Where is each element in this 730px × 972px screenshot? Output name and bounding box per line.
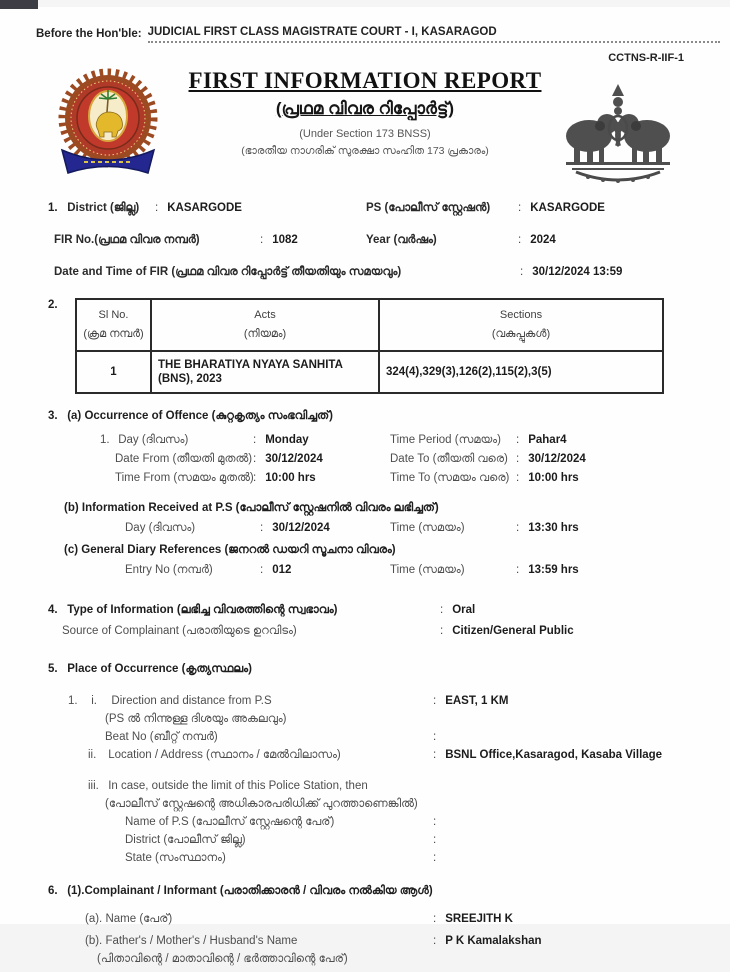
received-time-value: : 13:30 hrs — [516, 522, 579, 534]
header-sl-ml: (ക്രമ നമ്പർ) — [83, 328, 144, 340]
date-from-label: Date From (തീയതി മുതൽ) — [115, 453, 253, 465]
fir-no-label: FIR No.(പ്രഥമ വിവര നമ്പർ) — [54, 234, 200, 246]
court-name: JUDICIAL FIRST CLASS MAGISTRATE COURT - I, KASARAGOD — [147, 26, 497, 38]
beat-no-label: Beat No (ബീറ്റ് നമ്പർ) — [105, 731, 218, 743]
outside-district-label: District (പോലീസ് ജില്ല) — [125, 834, 246, 846]
fir-no-value: : 1082 — [260, 234, 298, 246]
beat-no-value — [433, 731, 445, 743]
masthead — [0, 66, 730, 190]
fir-datetime-label: Date and Time of FIR (പ്രഥമ വിവര റിപ്പോർട്ട് തീയതിയും സമയവും) — [54, 266, 402, 278]
header-sections-ml: (വകുപ്പുകൾ) — [491, 328, 551, 340]
complainant-title: (1).Complainant / Informant (പരാതിക്കാരൻ / വിവരം നൽകിയ ആൾ) — [67, 885, 433, 897]
gd-time-label: Time (സമയം) — [390, 564, 465, 576]
time-from-value: : 10:00 hrs — [253, 472, 316, 484]
day-item-number: 1. — [100, 434, 110, 446]
time-to-label: Time To (സമയം വരെ) — [390, 472, 510, 484]
location-value: : BSNL Office,Kasaragod, Kasaba Village — [433, 749, 662, 761]
header-acts — [151, 299, 379, 351]
date-from-value: : 30/12/2024 — [253, 453, 323, 465]
header-acts-en: Acts — [254, 309, 276, 322]
complainant-name-label: (a). Name (പേര്) — [85, 913, 173, 925]
gd-time-value: : 13:59 hrs — [516, 564, 579, 576]
item-number: 1. — [68, 695, 78, 707]
info-received-title: (b) Information Received at P.S (പോലീസ് സ്റ്റേഷനിൽ വിവരം ലഭിച്ചത്) — [64, 502, 439, 514]
type-of-information-label: Type of Information (ലഭിച്ച വിവരത്തിന്റെ സ്വഭാവം) — [67, 604, 338, 616]
header-acts-ml: (നിയമം) — [243, 328, 287, 340]
form-code: CCTNS-R-IIF-1 — [608, 52, 684, 64]
under-section-line: (Under Section 173 BNSS) — [299, 128, 431, 140]
header-sl-no — [76, 299, 151, 351]
outside-state-label: State (സംസ്ഥാനം) — [125, 852, 226, 864]
received-day-value: : 30/12/2024 — [260, 522, 330, 534]
acts-sections-table — [75, 298, 664, 394]
date-to-value: : 30/12/2024 — [516, 453, 586, 465]
section-basic-details — [0, 202, 730, 281]
occurrence-title: (a) Occurrence of Offence (കുറ്റകൃത്യം സംഭവിച്ചത്) — [67, 410, 333, 422]
cell-act: THE BHARATIYA NYAYA SANHITA (BNS), 2023 — [151, 351, 379, 393]
section6-number: 6. — [48, 885, 58, 897]
time-from-label: Time From (സമയം മുതൽ) — [115, 472, 254, 484]
sub-item-iii: iii. — [88, 780, 99, 792]
day-value: : Monday — [253, 434, 309, 446]
kerala-government-emblem-icon — [554, 80, 682, 186]
table-row — [76, 351, 663, 393]
section-complainant — [0, 885, 730, 972]
section-type-of-information — [0, 604, 730, 646]
header-sections-en: Sections — [499, 309, 543, 322]
district-value: : KASARGODE — [155, 202, 242, 214]
cell-sl-no: 1 — [76, 351, 151, 393]
place-of-occurrence-title: Place of Occurrence (കൃത്യസ്ഥലം) — [67, 663, 252, 675]
sub-item-ii: ii. — [88, 749, 97, 761]
type-of-information-value: : Oral — [440, 604, 475, 616]
section4-number: 4. — [48, 604, 58, 616]
section-occurrence — [0, 410, 730, 583]
table-header-row — [76, 299, 663, 351]
before-honble-line — [36, 26, 720, 43]
time-period-label: Time Period (സമയം) — [390, 434, 501, 446]
sub-item-i: i. — [91, 695, 97, 707]
outside-ps-name-label: Name of P.S (പോലീസ് സ്റ്റേഷന്റെ പേര്) — [125, 816, 335, 828]
year-label: Year (വർഷം) — [366, 234, 437, 246]
gd-entry-value: : 012 — [260, 564, 291, 576]
fir-title: FIRST INFORMATION REPORT — [188, 68, 542, 93]
direction-label: Direction and distance from P.S — [111, 695, 272, 707]
source-of-complainant-label: Source of Complainant (പരാതിയുടെ ഉറവിടം) — [62, 625, 297, 637]
section-acts-sections — [0, 298, 730, 394]
outside-limit-label: In case, outside the limit of this Police Station, then — [108, 780, 368, 792]
source-of-complainant-value: : Citizen/General Public — [440, 625, 574, 637]
date-to-label: Date To (തീയതി വരെ) — [390, 453, 508, 465]
section2-number: 2. — [48, 299, 58, 311]
direction-value: : EAST, 1 KM — [433, 695, 508, 707]
section-place-of-occurrence — [0, 663, 730, 870]
under-section-line-ml: (ഭാരതീയ നാഗരിക് സുരക്ഷാ സംഹിത 173 പ്രകാരം) — [241, 145, 489, 157]
time-period-value: : Pahar4 — [516, 434, 567, 446]
direction-label-ml: (PS ൽ നിന്നുള്ള ദിശയും അകലവും) — [105, 713, 287, 725]
district-label: District (ജില്ല) — [67, 202, 140, 214]
year-value: : 2024 — [518, 234, 556, 246]
parent-name-value: : P K Kamalakshan — [433, 935, 542, 947]
received-day-label: Day (ദിവസം) — [125, 522, 196, 534]
gd-references-title: (c) General Diary References (ജനറൽ ഡയറി സൂചനാ വിവരം) — [64, 544, 396, 556]
time-to-value: : 10:00 hrs — [516, 472, 579, 484]
outside-district-value — [433, 834, 445, 846]
before-honble-label: Before the Hon'ble: — [36, 28, 142, 40]
fir-datetime-value: : 30/12/2024 13:59 — [520, 266, 622, 278]
parent-name-label: (b). Father's / Mother's / Husband's Name — [85, 935, 298, 947]
day-label: Day (ദിവസം) — [118, 434, 189, 446]
section3-number: 3. — [48, 410, 58, 422]
section1-number: 1. — [48, 202, 58, 214]
header-sl-en: Sl No. — [98, 309, 129, 322]
received-time-label: Time (സമയം) — [390, 522, 465, 534]
complainant-name-value: : SREEJITH K — [433, 913, 513, 925]
outside-ps-name-value — [433, 816, 445, 828]
scan-edge-artifact — [0, 0, 730, 7]
scan-corner-artifact — [0, 0, 38, 9]
parent-name-label-ml: (പിതാവിന്റെ / മാതാവിന്റെ / ഭർത്താവിന്റെ പേര്) — [97, 953, 348, 965]
ps-label: PS (പോലീസ് സ്റ്റേഷൻ) — [366, 202, 491, 214]
location-label: Location / Address (സ്ഥാനം / മേൽവിലാസം) — [108, 749, 341, 761]
section5-number: 5. — [48, 663, 58, 675]
gd-entry-label: Entry No (നമ്പർ) — [125, 564, 213, 576]
outside-limit-label-ml: (പോലീസ് സ്റ്റേഷന്റെ അധികാരപരിധിക്ക് പുറത്താണെങ്കിൽ) — [105, 798, 418, 810]
cell-sections: 324(4),329(3),126(2),115(2),3(5) — [379, 351, 663, 393]
header-sections — [379, 299, 663, 351]
outside-state-value — [433, 852, 445, 864]
kerala-police-emblem-icon — [52, 66, 164, 186]
fir-title-ml: (പ്രഥമ വിവര റിപ്പോർട്ട്) — [275, 99, 455, 118]
ps-value: : KASARGODE — [518, 202, 605, 214]
